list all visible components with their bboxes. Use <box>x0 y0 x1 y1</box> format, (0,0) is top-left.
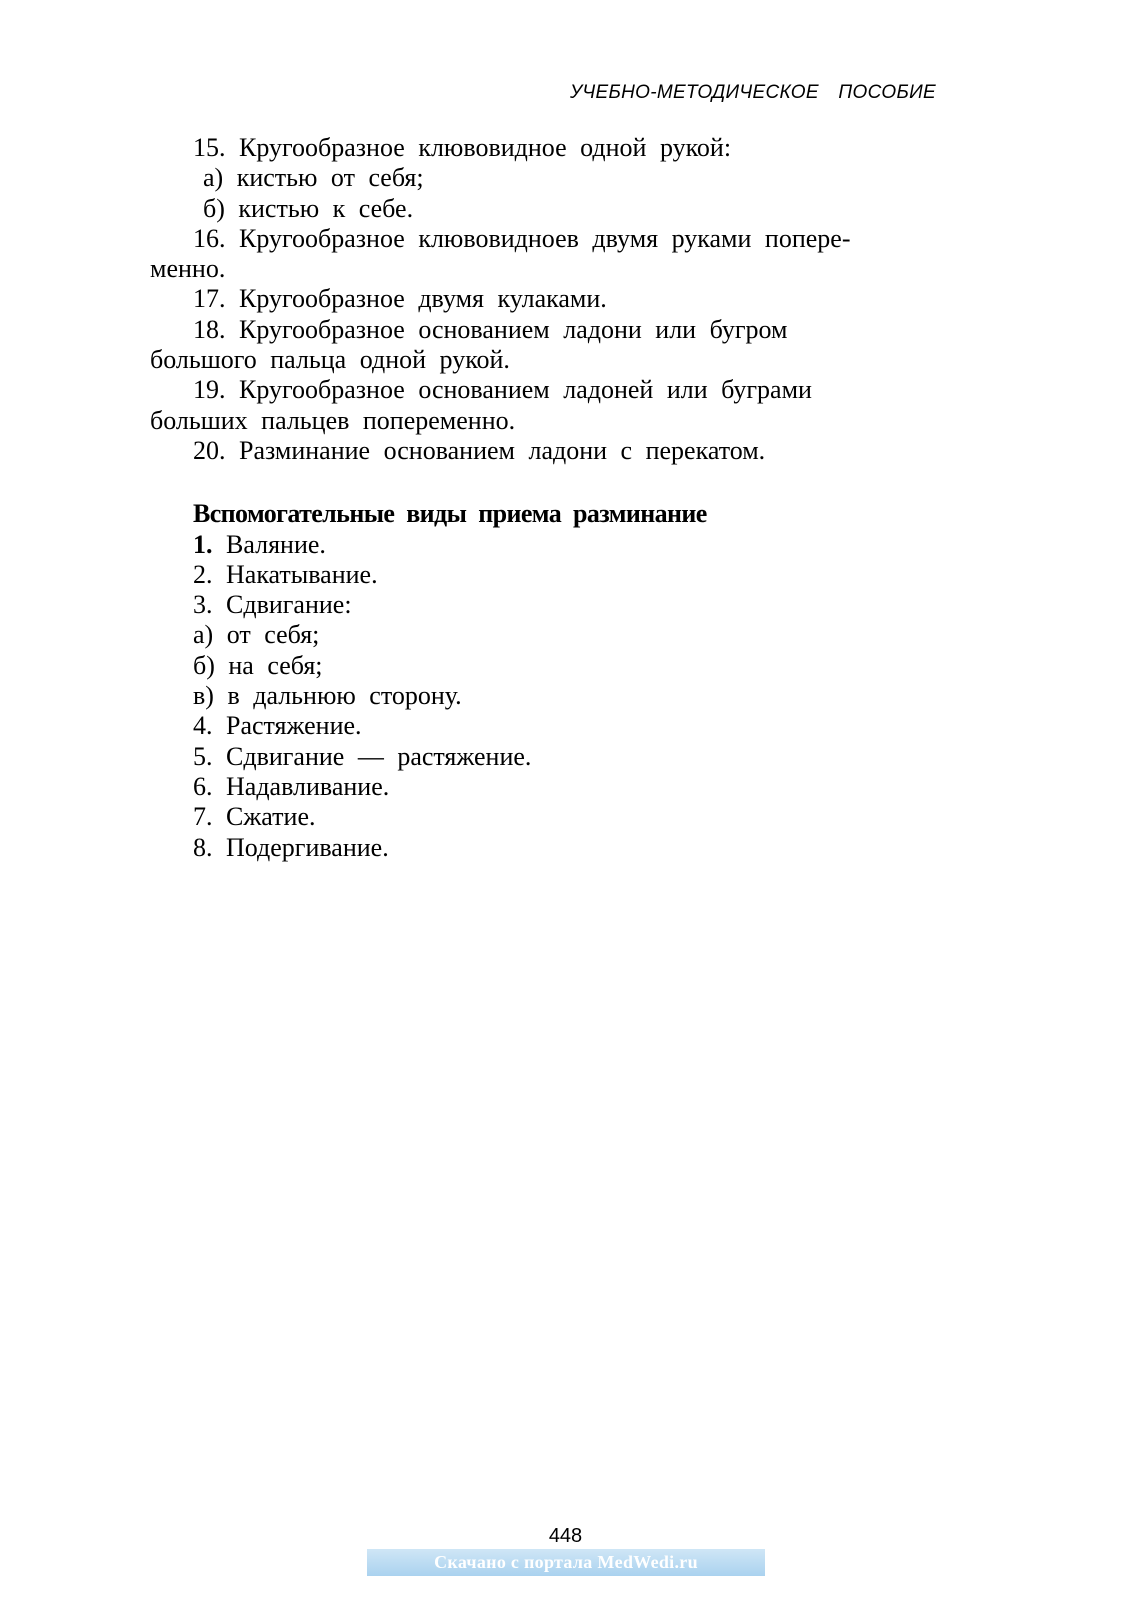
sub-item-b: б) кистью к себе. <box>203 193 414 223</box>
list-item-15: 15. Кругообразное клювовидное одной рукой: <box>193 133 732 162</box>
list-item <box>150 590 936 620</box>
list-item-20: 20. Разминание основанием ладони с перекатом. <box>193 435 766 465</box>
list-number: 6. <box>193 771 213 801</box>
list-item-19-line1: 19. Кругообразное основанием ладоней или буграми <box>193 375 812 405</box>
list-item <box>150 742 936 772</box>
list-item <box>150 711 936 741</box>
page-number: 448 <box>548 1525 583 1547</box>
running-header: УЧЕБНО-МЕТОДИЧЕСКОЕ ПОСОБИЕ <box>569 82 936 103</box>
list-item <box>150 560 936 590</box>
list-text: Растяжение. <box>226 711 362 741</box>
list-text: Подергивание. <box>226 832 389 862</box>
list-number: б) <box>193 650 215 680</box>
list-text: от себя; <box>226 620 320 650</box>
list-item <box>150 833 936 863</box>
list-item-16-line2: менно. <box>150 254 226 284</box>
list-text: Валяние. <box>226 529 326 559</box>
list-item-19-line2: больших пальцев попеременно. <box>150 405 516 435</box>
list-text: Сдвигание: <box>226 590 352 620</box>
list-text: Сжатие. <box>226 802 316 832</box>
list-item-18-line2: большого пальца одной рукой. <box>150 345 510 375</box>
list-number: 7. <box>193 802 213 832</box>
auxiliary-list <box>150 530 936 863</box>
list-text: Надавливание. <box>226 771 390 801</box>
list-item <box>150 802 936 832</box>
sub-item-a: а) кистью от себя; <box>203 163 424 193</box>
download-watermark: Скачано с портала MedWedi.ru <box>367 1549 765 1576</box>
list-item-16-line1: 16. Кругообразное клювовидноев двумя руками попере- <box>193 223 851 253</box>
page-body <box>150 133 936 863</box>
list-number: в) <box>193 681 214 711</box>
list-text: Накатывание. <box>226 559 378 589</box>
list-item <box>150 620 936 650</box>
list-number: 8. <box>193 832 213 862</box>
list-item <box>150 772 936 802</box>
section-heading: Вспомогательные виды приема разминание <box>193 499 707 529</box>
list-number: а) <box>193 620 214 650</box>
list-text: на себя; <box>228 650 323 680</box>
list-number: 5. <box>193 741 213 771</box>
list-text: Сдвигание — растяжение. <box>226 741 532 771</box>
list-item <box>150 651 936 681</box>
list-text: в дальнюю сторону. <box>227 681 462 711</box>
list-number: 3. <box>193 590 213 620</box>
list-item-17: 17. Кругообразное двумя кулаками. <box>193 284 607 314</box>
list-item <box>150 530 936 560</box>
list-item <box>150 681 936 711</box>
list-number: 1. <box>193 529 213 559</box>
list-number: 2. <box>193 559 213 589</box>
list-number: 4. <box>193 711 213 741</box>
list-item-18-line1: 18. Кругообразное основанием ладони или бугром <box>193 314 788 344</box>
